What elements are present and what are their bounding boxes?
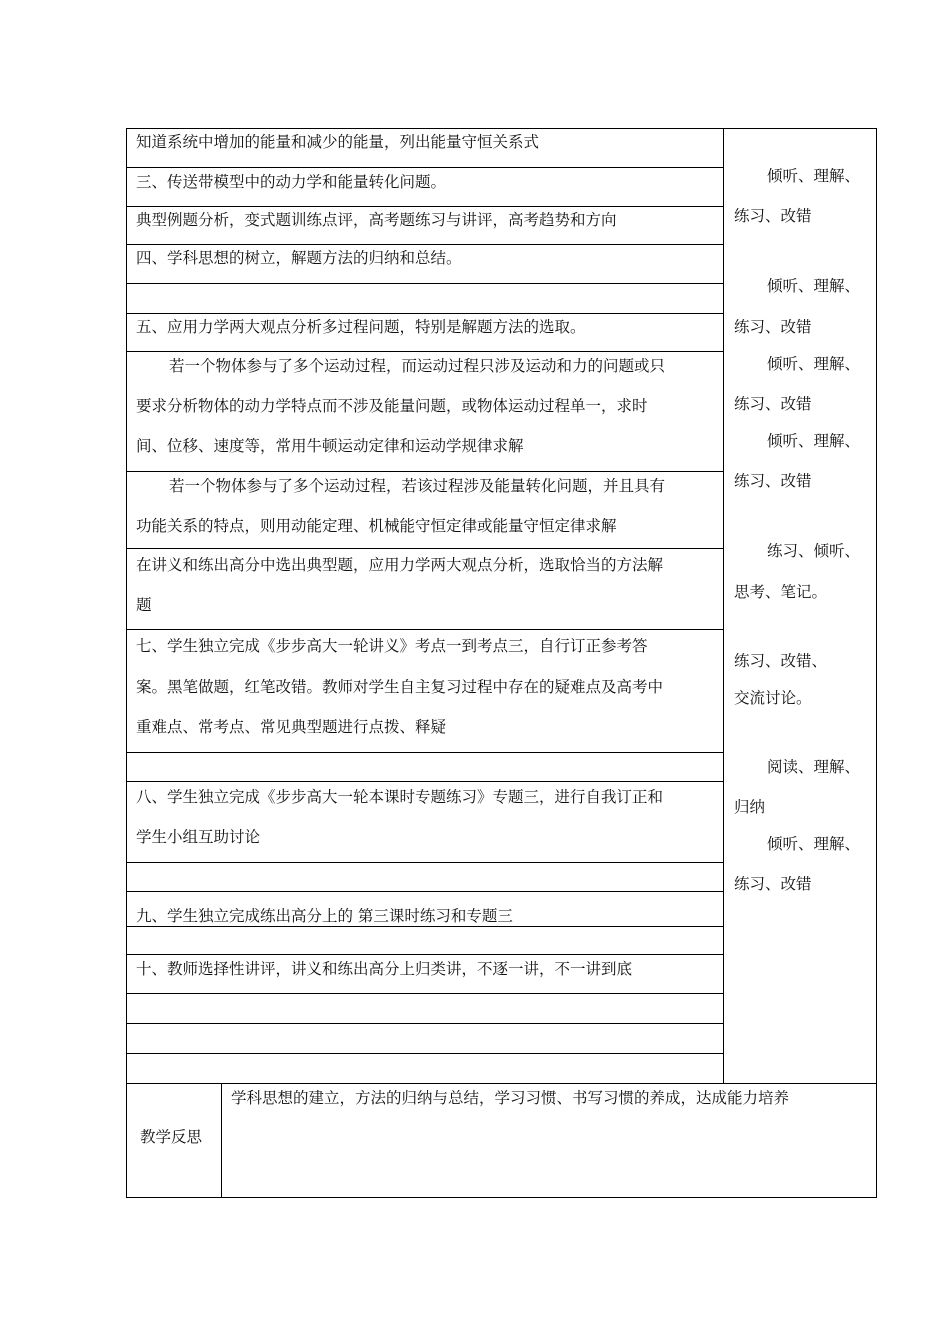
row-text: 间、位移、速度等，常用牛顿运动定律和运动学规律求解 [136, 437, 524, 455]
row-rule [126, 926, 723, 927]
reflection-label: 教学反思 [140, 1128, 203, 1146]
activity-text: 倾听、理解、 [767, 835, 861, 853]
row-text: 三、传送带模型中的动力学和能量转化问题。 [136, 173, 447, 191]
row-text: 知道系统中增加的能量和减少的能量，列出能量守恒关系式 [136, 133, 540, 151]
row-rule [126, 993, 723, 994]
row-text: 要求分析物体的动力学特点而不涉及能量问题，或物体运动过程单一，求时 [136, 397, 648, 415]
reflection-divider [221, 1083, 222, 1197]
row-text: 学生小组互助讨论 [136, 828, 261, 846]
row-rule [126, 313, 723, 314]
row-text: 案。黑笔做题，红笔改错。教师对学生自主复习过程中存在的疑难点及高考中 [136, 678, 664, 696]
row-rule [126, 1023, 723, 1024]
row-rule [126, 244, 723, 245]
reflection-rule [126, 1083, 877, 1084]
activity-text: 倾听、理解、 [767, 355, 861, 373]
activity-text: 练习、改错 [734, 318, 812, 336]
activity-text: 练习、倾听、 [767, 542, 861, 560]
activity-text: 归纳 [734, 798, 766, 816]
row-rule [126, 629, 723, 630]
row-text: 九、学生独立完成练出高分上的 第三课时练习和专题三 [136, 907, 513, 925]
row-text: 五、应用力学两大观点分析多过程问题，特别是解题方法的选取。 [136, 318, 586, 336]
row-text: 八、学生独立完成《步步高大一轮本课时专题练习》专题三，进行自我订正和 [136, 788, 664, 806]
activity-text: 练习、改错 [734, 395, 812, 413]
row-rule [126, 351, 723, 352]
row-rule [126, 781, 723, 782]
row-text: 七、学生独立完成《步步高大一轮讲义》考点一到考点三，自行订正参考答 [136, 637, 648, 655]
row-text: 功能关系的特点，则用动能定理、机械能守恒定律或能量守恒定律求解 [136, 517, 617, 535]
activity-text: 交流讨论。 [734, 689, 812, 707]
activity-text: 练习、改错 [734, 472, 812, 490]
row-text: 十、教师选择性讲评，讲义和练出高分上归类讲，不逐一讲，不一讲到底 [136, 960, 633, 978]
activity-text: 阅读、理解、 [767, 758, 861, 776]
activity-text: 倾听、理解、 [767, 432, 861, 450]
row-rule [126, 862, 723, 863]
row-rule [126, 548, 723, 549]
activity-text: 练习、改错、 [734, 652, 828, 670]
activity-text: 倾听、理解、 [767, 167, 861, 185]
activity-text: 练习、改错 [734, 875, 812, 893]
row-text: 四、学科思想的树立，解题方法的归纳和总结。 [136, 249, 462, 267]
row-rule [126, 752, 723, 753]
activity-text: 思考、笔记。 [734, 583, 828, 601]
row-rule [126, 283, 723, 284]
row-rule [126, 471, 723, 472]
row-text: 典型例题分析，变式题训练点评，高考题练习与讲评，高考趋势和方向 [136, 211, 617, 229]
reflection-text: 学科思想的建立，方法的归纳与总结，学习习惯、书写习惯的养成，达成能力培养 [231, 1089, 790, 1107]
row-text: 若一个物体参与了多个运动过程，而运动过程只涉及运动和力的问题或只 [169, 357, 666, 375]
row-rule [126, 891, 723, 892]
column-divider [723, 128, 724, 1084]
activity-text: 倾听、理解、 [767, 277, 861, 295]
row-rule [126, 954, 723, 955]
row-text: 重难点、常考点、常见典型题进行点拨、释疑 [136, 718, 447, 736]
row-rule [126, 1053, 723, 1054]
row-rule [126, 206, 723, 207]
activity-text: 练习、改错 [734, 207, 812, 225]
row-text: 题 [136, 596, 152, 614]
row-text: 若一个物体参与了多个运动过程，若该过程涉及能量转化问题，并且具有 [169, 477, 666, 495]
row-rule [126, 167, 723, 168]
row-text: 在讲义和练出高分中选出典型题，应用力学两大观点分析，选取恰当的方法解 [136, 556, 664, 574]
